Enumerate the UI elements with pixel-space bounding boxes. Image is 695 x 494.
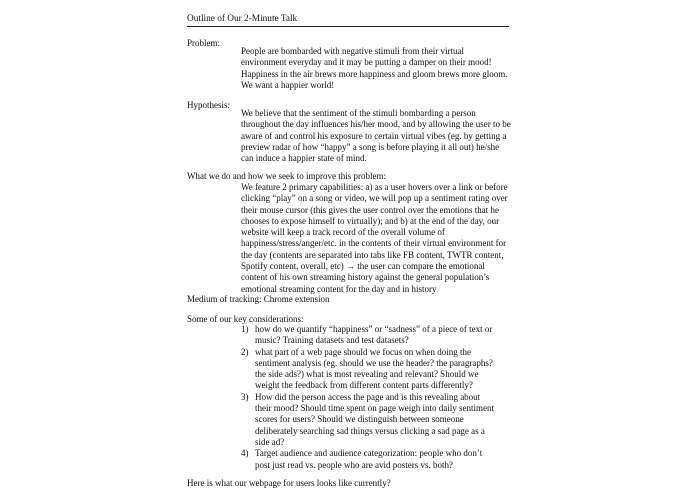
- list-item-line: sentiment analysis (eg. should we use the header? the paragraphs?: [255, 357, 493, 368]
- improve-line: the day (contents are separated into tabs like FB content, TWTR content,: [241, 249, 504, 260]
- improve-line: clicking “play” on a song or video, we will pop up a sentiment rating over: [241, 193, 508, 204]
- list-item-line: scores for users? Should we distinguish between someone: [255, 414, 464, 425]
- improve-line: chooses to expose himself to virtually); and b) at the end of the day, our: [241, 215, 500, 226]
- improve-line: We feature 2 primary capabilities: a) as a user hovers over a link or before: [241, 182, 508, 192]
- list-item-line: music? Training datasets and test datasets?: [255, 335, 409, 346]
- problem-text: [241, 46, 511, 91]
- problem-label: Problem:: [187, 38, 220, 48]
- list-item-line: side ad?: [255, 436, 285, 447]
- improve-text: [241, 182, 511, 295]
- hypothesis-label: Hypothesis:: [187, 100, 231, 110]
- list-item-line: their mood? Should time spent on page weigh into daily sentiment: [255, 403, 494, 414]
- footer-line: Here is what our webpage for users looks like currently?: [187, 478, 391, 488]
- list-item: [241, 448, 526, 471]
- problem-line: We want a happier world!: [241, 79, 335, 90]
- document-title: Outline of Our 2-Minute Talk: [187, 14, 509, 27]
- hypothesis-line: We believe that the sentiment of the stimuli bombarding a person: [241, 108, 476, 118]
- list-item-number: 4): [241, 448, 249, 459]
- improve-line: website will keep a track record of the overall volume of: [241, 227, 445, 238]
- list-item-line: what part of a web page should we focus on when doing the: [255, 346, 471, 357]
- list-item: [241, 392, 526, 448]
- problem-line: People are bombarded with negative stimuli from their virtual: [241, 46, 464, 56]
- problem-line: environment everyday and it may be putting a damper on their mood!: [241, 57, 492, 68]
- hypothesis-line: can induce a happier state of mind.: [241, 153, 367, 164]
- improve-line: happiness/stress/anger/etc. in the contents of their virtual environment for: [241, 238, 507, 249]
- hypothesis-line: throughout the day influences his/her mood, and by allowing the user to be: [241, 119, 511, 130]
- improve-line: their mouse cursor (this gives the user control over the emotions that he: [241, 204, 499, 215]
- list-item-line: post just read vs. people who are avid posters vs. both?: [255, 459, 453, 470]
- list-item: [241, 347, 526, 392]
- improve-line: emotional streaming content for the day and in history: [241, 283, 437, 294]
- improve-line: content of his own streaming history against the general population’s: [241, 272, 490, 283]
- list-item-line: deliberately searching sad things versus clicking a sad page as a: [255, 425, 485, 436]
- hypothesis-text: [241, 108, 511, 164]
- considerations-list: [241, 324, 526, 471]
- list-item-line: weight the feedback from different content parts differently?: [255, 380, 473, 391]
- list-item-line: how do we quantify “happiness” or “sadness” of a piece of text or: [255, 324, 493, 334]
- list-item-line: Target audience and audience categorization: people who don’t: [255, 448, 483, 459]
- improve-line: Spotify content, overall, etc) → the user can compare the emotional: [241, 261, 485, 272]
- problem-line: Happiness in the air brews more happiness and gloom brews more gloom.: [241, 68, 508, 79]
- list-item-line: the side ads?) what is most revealing and relevant? Should we: [255, 369, 479, 380]
- list-item-number: 3): [241, 391, 249, 402]
- list-item-number: 1): [241, 324, 249, 334]
- hypothesis-line: preview radar of how “happy” a song is before playing it all out) he/she: [241, 141, 500, 152]
- list-item-line: How did the person access the page and is this revealing about: [255, 391, 481, 402]
- improve-label: What we do and how we seek to improve this problem:: [187, 171, 386, 181]
- medium-line: Medium of tracking: Chrome extension: [187, 294, 330, 304]
- list-item-number: 2): [241, 346, 249, 357]
- hypothesis-line: aware of and control his exposure to certain virtual vibes (eg. by getting a: [241, 130, 507, 141]
- list-item: [241, 324, 526, 347]
- considerations-label: Some of our key considerations:: [187, 314, 304, 324]
